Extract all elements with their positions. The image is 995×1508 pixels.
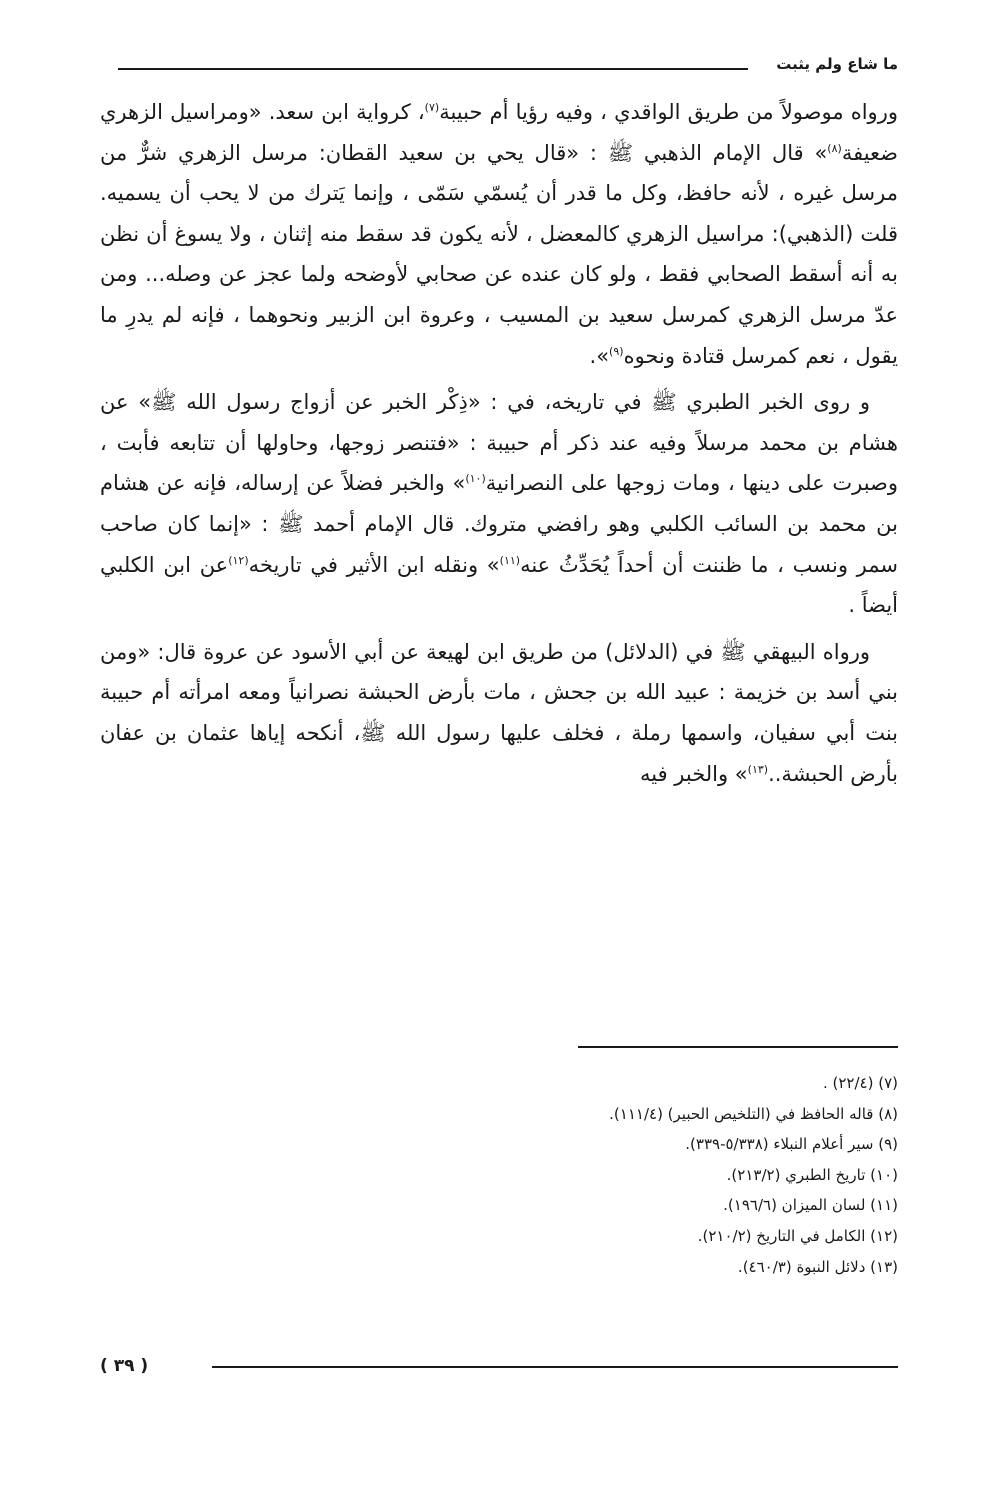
running-head-rule (118, 68, 748, 70)
text-run: عن ابن الكلبي أيضاً . (100, 552, 898, 618)
footnote-11: (١١) لسان الميزان (١٩٦/٦). (723, 1196, 898, 1215)
footnote-ref: (٧) (424, 101, 440, 114)
page-number: ( ٣٩ ) (100, 1356, 149, 1376)
footnote-ref: (١٣) (747, 762, 769, 776)
text-run: ورواه موصولاً من طريق الواقدي ، وفيه رؤيا أم حبيبة (439, 100, 898, 124)
footnote-separator (578, 1046, 898, 1048)
footnote-7: (٧) (٢٢/٤) . (822, 1074, 898, 1092)
paragraph-3 (100, 632, 898, 794)
text-run: » والخبر فضلاً عن إرساله، فإنه عن هشام بن محمد بن السائب الكلبي وهو رافضي متروك. قال الإمام أحمد ﷺ : «إنما كان صاحب سمر ونسب ، ما ظننت أن أحداً يُحَدِّثُ عنه (100, 471, 899, 577)
footnote-12: (١٢) الكامل في التاريخ (٢١٠/٢). (697, 1226, 898, 1245)
footnote-ref: (١٠) (465, 472, 486, 486)
text-run: ، كرواية ابن سعد. «ومراسيل الزهري ضعيفة (100, 100, 898, 165)
footnote-10: (١٠) تاريخ الطبري (٢١٣/٢). (726, 1165, 898, 1184)
text-run: ». (589, 343, 610, 368)
running-head-title: ما شاع ولم يثبت (776, 55, 898, 73)
footnote-ref: (٨) (827, 141, 842, 155)
page-footer (100, 1352, 898, 1382)
text-run: » والخبر فيه (639, 761, 748, 786)
footnotes (400, 1068, 898, 1282)
footnote-ref: (١١) (499, 553, 521, 567)
footnote-ref: (١٢) (228, 553, 249, 567)
text-run: ورواه البيهقي ﷺ في (الدلائل) من طريق ابن لهيعة عن أبي الأسود عن عروة قال: «ومن بني أسد بن خزيمة : عبيد الله بن جحش ، مات بأرض الحبشة نصرانياً ومعه امرأته أم حبيبة بنت أبي سفيان، واسمها رملة ، فخلف عليها رسول الله ﷺ، أنكحه إياها عثمان بن عفان بأرض الحبشة.. (100, 639, 898, 786)
footnote-13: (١٣) دلائل النبوة (٤٦٠/٣). (737, 1257, 898, 1276)
paragraph-1 (100, 92, 898, 376)
footnote-8: (٨) قاله الحافظ في (التلخيص الحبير) (١١١/٤). (609, 1104, 898, 1123)
text-run: » ونقله ابن الأثير في تاريخه (248, 552, 500, 577)
footnote-9: (٩) سير أعلام النبلاء (٥/٣٣٨-٣٣٩). (685, 1135, 898, 1154)
running-head (118, 52, 898, 82)
text-run: و روى الخبر الطبري ﷺ في تاريخه، في : «ذِكْر الخبر عن أزواج رسول الله ﷺ» عن هشام بن محمد مرسلاً وفيه عند ذكر أم حبيبة : «فتنصر زوجها، وحاولها أن تتابعه فأبت ، وصبرت على دينها ، ومات زوجها على النصرانية (100, 390, 898, 496)
footnote-ref: (٩) (609, 344, 624, 358)
footer-rule (212, 1366, 898, 1368)
text-run: » قال الإمام الذهبي ﷺ : «قال يحي بن سعيد القطان: مرسل الزهري شرٌّ من مرسل غيره ، لأنه حافظ، وكل ما قدر أن يُسمّي سَمّى ، وإنما يَترك من لا يحب أن يسميه. قلت (الذهبي): مراسيل الزهري كالمعضل ، لأنه يكون قد سقط منه إثنان ، ولا يسوغ أن نظن به أنه أسقط الصحابي فقط ، ولو كان عنده عن صحابي لأوضحه ولما عجز عن وصله... ومن عدّ مرسل الزهري كمرسل سعيد بن المسيب ، وعروة ابن الزبير ونحوهما ، فإنه لم يدرِ ما يقول ، نعم كمرسل قتادة ونحوه (100, 140, 898, 368)
main-text (100, 92, 898, 800)
paragraph-2 (100, 382, 898, 626)
